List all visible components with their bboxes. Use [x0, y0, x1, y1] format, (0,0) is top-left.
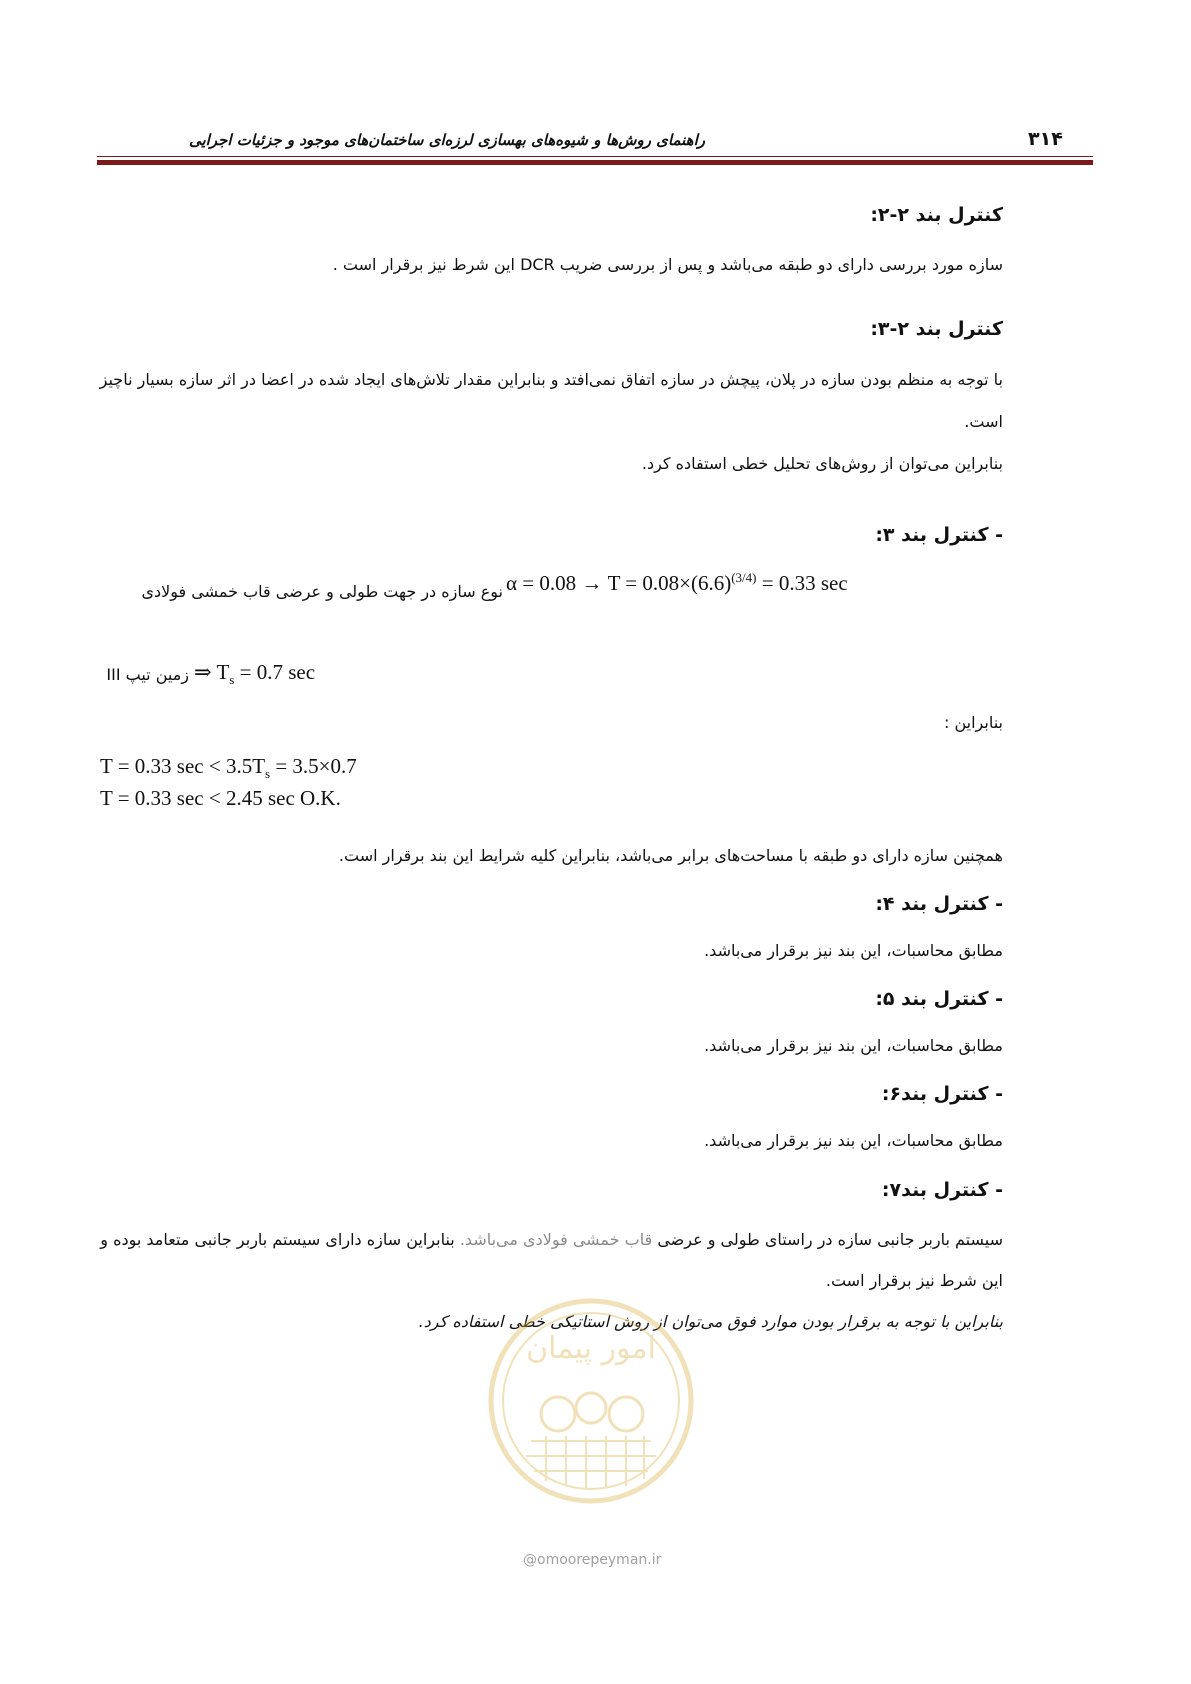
section-2-2-text: سازه مورد بررسی دارای دو طبقه می‌باشد و پس از بررسی ضریب DCR این شرط نیز برقرار است .: [332, 255, 1003, 274]
watermark-logo: [486, 1296, 696, 1506]
header-rule-thin: [97, 156, 1093, 157]
section-7-line2: این شرط نیز برقرار است.: [825, 1271, 1003, 1290]
equation-1: [100, 754, 357, 782]
soil-period-formula: [194, 660, 315, 688]
section-3-conclusion: همچنین سازه دارای دو طبقه با مساحت‌های برابر می‌باشد، بنابراین کلیه شرایط این بند برقرار است.: [338, 846, 1003, 865]
equation-1-tail: = 3.5×0.7: [270, 754, 357, 778]
section-7-line1-part1: سیستم باربر جانبی سازه در راستای طولی و عرضی: [652, 1230, 1003, 1249]
section-4-title: - کنترل بند ۴:: [875, 893, 1003, 915]
equation-1-main: T = 0.33 sec < 3.5T: [100, 754, 266, 778]
soil-period-value: = 0.7 sec: [234, 660, 316, 684]
section-4-text: مطابق محاسبات، این بند نیز برقرار می‌باشد.: [704, 941, 1003, 960]
soil-period-main: ⇒ T: [194, 660, 230, 684]
equation-2: T = 0.33 sec < 2.45 sec O.K.: [100, 786, 341, 810]
section-7-line1-part3: بنابراین سازه دارای سیستم باربر جانبی متعامد بوده و: [100, 1230, 460, 1249]
section-5-title: - کنترل بند ۵:: [875, 988, 1003, 1010]
section-7-line1: [98, 1230, 1003, 1249]
section-7-line1-faded: قاب خمشی فولادی می‌باشد.: [459, 1230, 653, 1249]
final-statement: بنابراین با توجه به برقرار بودن موارد فوق می‌توان از روش استاتیکی خطی استفاده کرد.: [418, 1312, 1003, 1331]
section-2-3-title: کنترل بند ۲-۳:: [870, 318, 1003, 340]
watermark-logo-text: امور پیمان: [526, 1331, 656, 1366]
section-2-3-line1: با توجه به منظم بودن سازه در پلان، پیچش در سازه اتفاق نمی‌افتد و بنابراین مقدار تلاش‌های ایجاد شده در اعضا در اثر سازه بسیار ناچیز: [99, 370, 1003, 389]
period-formula: [506, 570, 848, 596]
therefore-label: بنابراین :: [944, 713, 1003, 732]
running-header-title: راهنمای روش‌ها و شیوه‌های بهسازی لرزه‌ای ساختمان‌های موجود و جزئیات اجرایی: [188, 131, 705, 149]
formula-label: نوع سازه در جهت طولی و عرضی قاب خمشی فولادی: [141, 582, 503, 601]
section-7-title: - کنترل بند۷:: [881, 1179, 1003, 1201]
period-formula-main: α = 0.08 → T = 0.08×(6.6): [506, 571, 732, 595]
section-6-text: مطابق محاسبات، این بند نیز برقرار می‌باشد.: [704, 1131, 1003, 1150]
header-rule-thick: [97, 160, 1093, 165]
section-2-3-line2: است.: [964, 412, 1003, 431]
soil-period-sub: s: [229, 672, 235, 688]
equation-1-sub: s: [265, 766, 271, 782]
section-2-3-line3: بنابراین می‌توان از روش‌های تحلیل خطی استفاده کرد.: [641, 454, 1003, 473]
section-6-title: - کنترل بند۶:: [881, 1083, 1003, 1105]
section-3-title: - کنترل بند ۳:: [875, 524, 1003, 546]
page-number: ۳۱۴: [1028, 128, 1063, 150]
section-5-text: مطابق محاسبات، این بند نیز برقرار می‌باشد.: [704, 1036, 1003, 1055]
period-formula-exponent: (3/4): [731, 570, 757, 585]
section-2-2-title: کنترل بند ۲-۲:: [870, 204, 1003, 226]
watermark-url: @omoorepeyman.ir: [523, 1552, 662, 1568]
period-formula-result: = 0.33 sec: [756, 571, 848, 595]
soil-type-label: زمین تیپ III: [106, 665, 189, 684]
